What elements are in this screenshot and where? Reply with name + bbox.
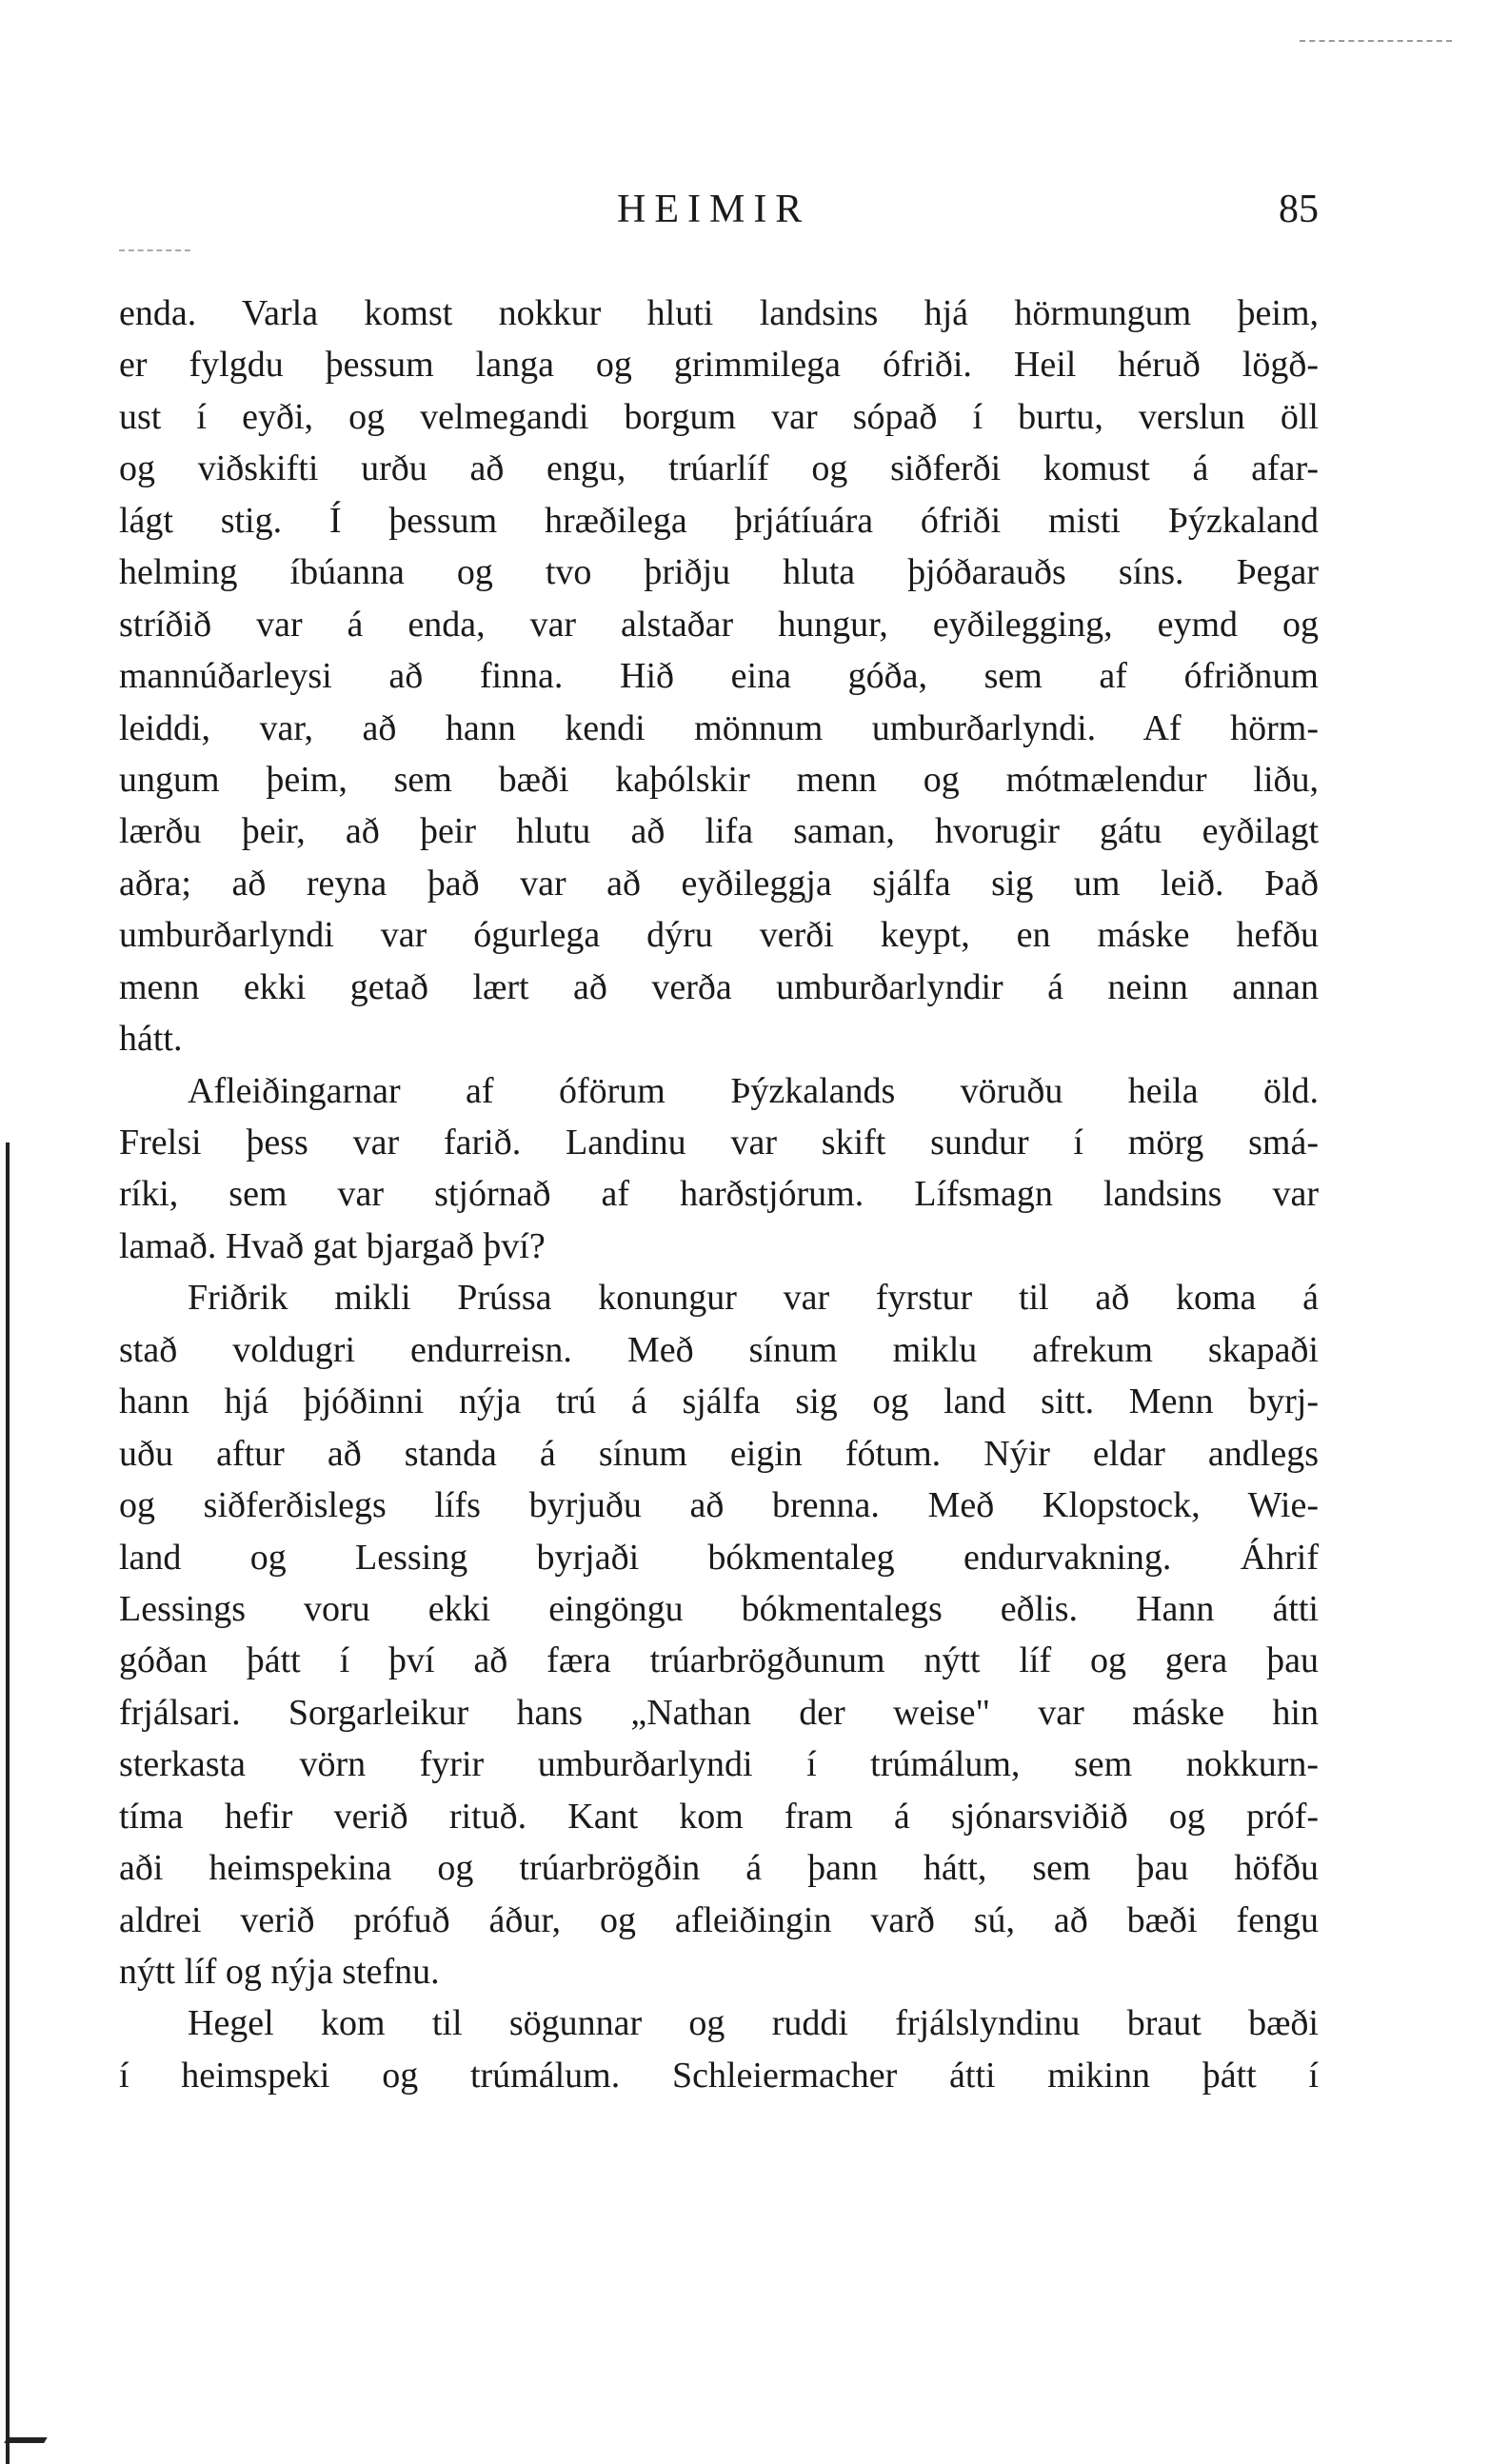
body-text (119, 288, 1319, 2101)
text-line: góðan þátt í því að færa trúarbrögðunum nýtt líf og gera þau (119, 1640, 1319, 1681)
text-line: ríki, sem var stjórnað af harðstjórum. Lífsmagn landsins var (119, 1174, 1319, 1215)
text-line: aði heimspekina og trúarbrögðin á þann hátt, sem þau höfðu (119, 1848, 1319, 1889)
paragraph-first-line: Afleiðingarnar af óförum Þýzkalands vöruðu heila öld. (188, 1070, 1319, 1111)
text-line: ungum þeim, sem bæði kaþólskir menn og mótmælendur liðu, (119, 759, 1319, 800)
text-line: hann hjá þjóðinni nýja trú á sjálfa sig og land sitt. Menn byrj- (119, 1381, 1319, 1422)
running-head (0, 187, 1490, 244)
text-line: aldrei verið prófuð áður, og afleiðingin varð sú, að bæði fengu (119, 1899, 1319, 1940)
text-line: og viðskifti urðu að engu, trúarlíf og siðferði komust á afar- (119, 448, 1319, 489)
scan-mark (1300, 40, 1452, 42)
page-binding-corner (4, 2437, 47, 2443)
page-binding-edge (6, 1143, 10, 2464)
text-line: lærðu þeir, að þeir hlutu að lifa saman, hvorugir gátu eyðilagt (119, 811, 1319, 852)
paragraph-first-line: Friðrik mikli Prússa konungur var fyrstur til að koma á (188, 1278, 1319, 1319)
text-line: helming íbúanna og tvo þriðju hluta þjóðarauðs síns. Þegar (119, 552, 1319, 593)
text-line: ust í eyði, og velmegandi borgum var sópað í burtu, verslun öll (119, 396, 1319, 437)
text-line: aðra; að reyna það var að eyðileggja sjálfa sig um leið. Það (119, 863, 1319, 904)
text-line: Lessings voru ekki eingöngu bókmentalegs eðlis. Hann átti (119, 1588, 1319, 1629)
running-title: HEIMIR (617, 188, 811, 231)
paragraph-last-line: hátt. (119, 1019, 183, 1060)
text-line: leiddi, var, að hann kendi mönnum umburðarlyndi. Af hörm- (119, 707, 1319, 748)
text-line: frjálsari. Sorgarleikur hans „Nathan der weise" var máske hin (119, 1692, 1319, 1733)
text-line: er fylgdu þessum langa og grimmilega ófriði. Heil héruð lögð- (119, 345, 1319, 386)
text-line: mannúðarleysi að finna. Hið eina góða, sem af ófriðnum (119, 656, 1319, 697)
paragraph-last-line: lamað. Hvað gat bjargað því? (119, 1225, 546, 1266)
header-rule (119, 249, 190, 251)
text-line: sterkasta vörn fyrir umburðarlyndi í trúmálum, sem nokkurn- (119, 1744, 1319, 1785)
text-line: Frelsi þess var farið. Landinu var skift sundur í mörg smá- (119, 1123, 1319, 1162)
text-line: land og Lessing byrjaði bókmentaleg endurvakning. Áhrif (119, 1537, 1319, 1578)
text-line: og siðferðislegs lífs byrjuðu að brenna. Með Klopstock, Wie- (119, 1485, 1319, 1526)
page-number: 85 (1279, 188, 1319, 231)
paragraph-last-line: nýtt líf og nýja stefnu. (119, 1952, 440, 1992)
text-line: umburðarlyndi var ógurlega dýru verði keypt, en máske hefðu (119, 915, 1319, 956)
text-line: lágt stig. Í þessum hræðilega þrjátíuára ófriði misti Þýzkaland (119, 500, 1319, 541)
text-line: stað voldugri endurreisn. Með sínum miklu afrekum skapaði (119, 1329, 1319, 1370)
text-line: enda. Varla komst nokkur hluti landsins hjá hörmungum þeim, (119, 293, 1319, 333)
text-line: uðu aftur að standa á sínum eigin fótum. Nýir eldar andlegs (119, 1433, 1319, 1474)
text-line: stríðið var á enda, var alstaðar hungur, eyðilegging, eymd og (119, 604, 1319, 645)
text-line: menn ekki getað lært að verða umburðarlyndir á neinn annan (119, 966, 1319, 1007)
paragraph-first-line: Hegel kom til sögunnar og ruddi frjálslyndinu braut bæði (188, 2003, 1319, 2044)
text-line: tíma hefir verið rituð. Kant kom fram á sjónarsviðið og próf- (119, 1796, 1319, 1837)
text-line: í heimspeki og trúmálum. Schleiermacher átti mikinn þátt í (119, 2055, 1319, 2096)
